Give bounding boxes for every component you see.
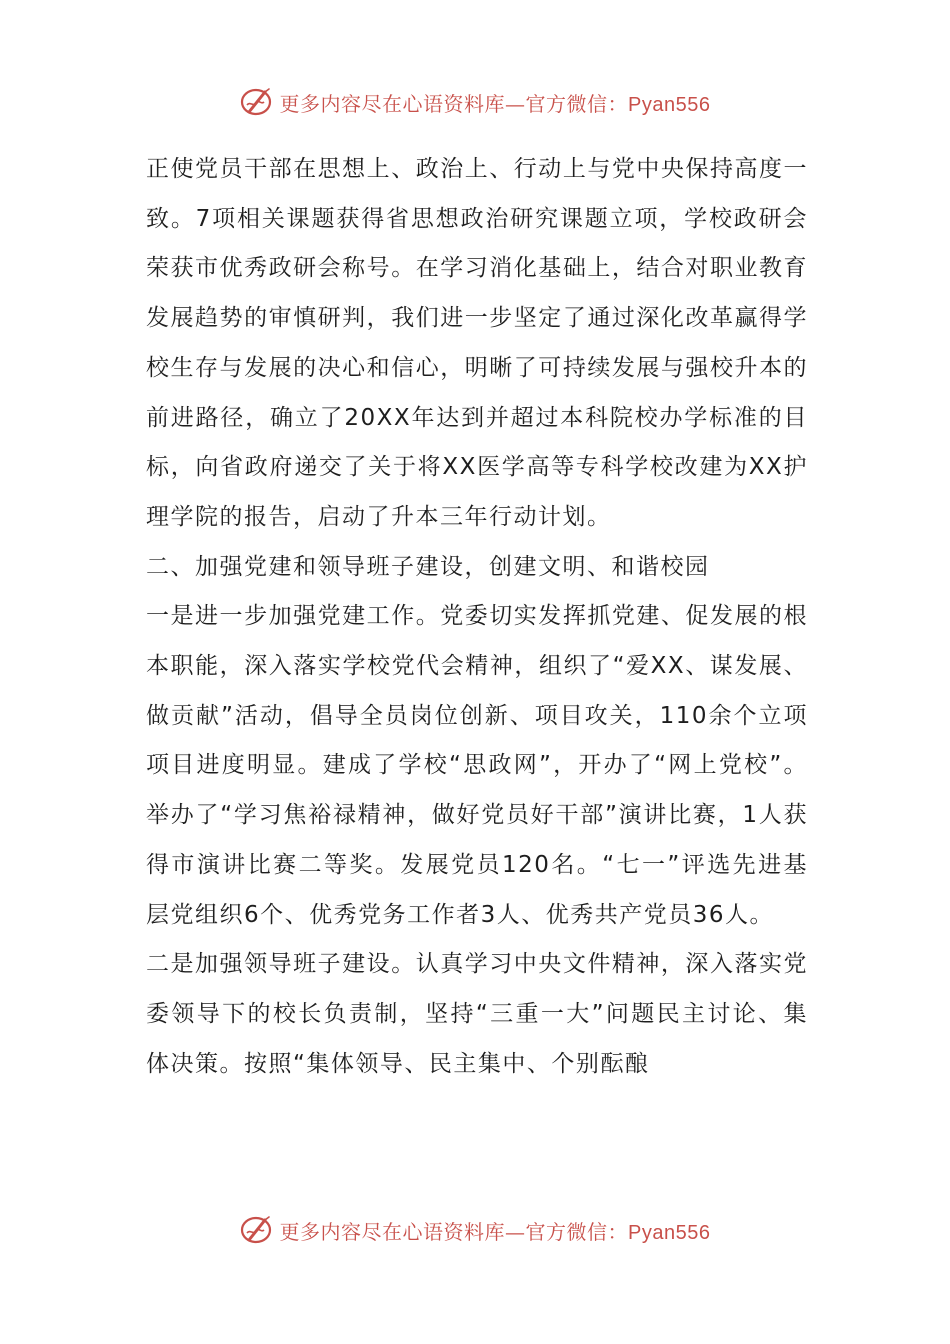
- paragraph-1: 正使党员干部在思想上、政治上、行动上与党中央保持高度一致。7项相关课题获得省思想政治研究课题立项，学校政研会荣获市优秀政研会称号。在学习消化基础上，结合对职业教育发展趋势的审慎研判，我们进一步坚定了通过深化改革赢得学校生存与发展的决心和信心，明晰了可持续发展与强校升本的前进路径，确立了20XX年达到并超过本科院校办学标准的目标，向省政府递交了关于将XX医学高等专科学校改建为XX护理学院的报告，启动了升本三年行动计划。: [146, 156, 808, 530]
- watermark-text: [280, 88, 711, 117]
- section-heading-2: 二、加强党建和领导班子建设，创建文明、和谐校园: [146, 553, 710, 580]
- paragraph-leadership: 二是加强领导班子建设。认真学习中央文件精神，深入落实党委领导下的校长负责制，坚持“三重一大”问题民主讨论、集体决策。按照“集体领导、民主集中、个别酝酿: [146, 951, 808, 1077]
- watermark-banner-top: [0, 82, 950, 122]
- paragraph-party-building: 一是进一步加强党建工作。党委切实发挥抓党建、促发展的根本职能，深入落实学校党代会精神，组织了“爱XX、谋发展、做贡献”活动，倡导全员岗位创新、项目攻关，110余个立项项目进度明显。建成了学校“思政网”，开办了“网上党校”。举办了“学习焦裕禄精神，做好党员好干部”演讲比赛，1人获得市演讲比赛二等奖。发展党员120名。“七一”评选先进基层党组织6个、优秀党务工作者3人、优秀共产党员36人。: [146, 603, 808, 928]
- watermark-wechat-id: Pyan556: [628, 1221, 711, 1244]
- watermark-text-cn: 更多内容尽在心语资料库—官方微信：: [279, 1219, 629, 1244]
- watermark-banner-bottom: [0, 1210, 950, 1250]
- watermark-text: [280, 1216, 711, 1245]
- document-body: [146, 145, 808, 1089]
- watermark-text-cn: 更多内容尽在心语资料库—官方微信：: [279, 91, 629, 116]
- pen-logo-icon: [240, 1213, 274, 1247]
- pen-logo-icon: [240, 85, 274, 119]
- watermark-wechat-id: Pyan556: [628, 93, 711, 116]
